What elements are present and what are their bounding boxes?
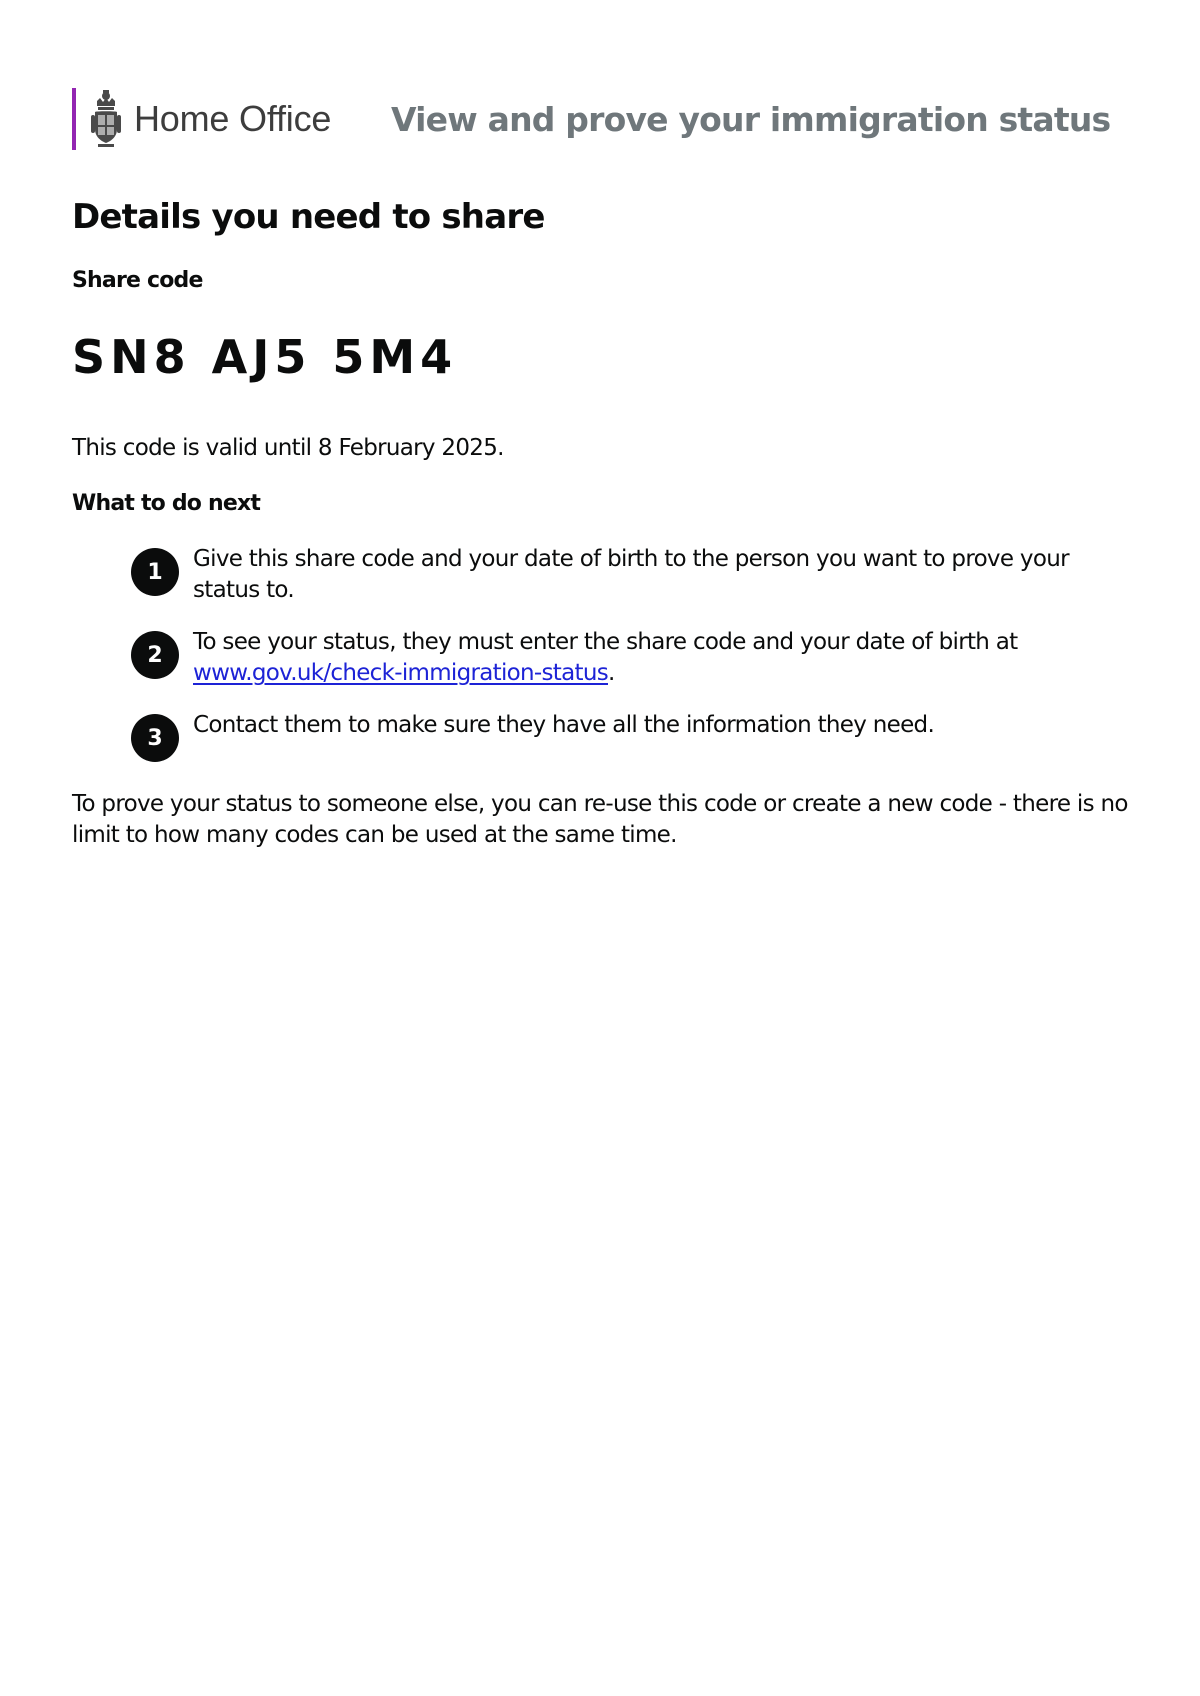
reuse-code-note: To prove your status to someone else, you can re-use this code or create a new code - there is no limit to how many codes can be used at the same time. <box>72 791 1128 848</box>
page-title: Details you need to share <box>72 197 545 237</box>
step-text <box>193 629 1018 686</box>
step-text: Give this share code and your date of birth to the person you want to prove your status to. <box>193 546 1069 603</box>
step-text-before-link: To see your status, they must enter the share code and your date of birth at <box>193 629 1018 655</box>
validity-text: This code is valid until 8 February 2025. <box>72 435 504 461</box>
step-item-2 <box>131 627 1141 689</box>
service-title: View and prove your immigration status <box>391 100 1111 139</box>
step-text: Contact them to make sure they have all the information they need. <box>193 712 935 738</box>
share-code-value: SN8 AJ5 5M4 <box>72 330 458 384</box>
royal-crest-graphic <box>89 89 123 149</box>
step-number-badge: 2 <box>131 631 179 679</box>
step-number-badge: 3 <box>131 714 179 762</box>
home-office-logo <box>72 86 331 152</box>
step-number-badge: 1 <box>131 548 179 596</box>
step-item-3 <box>131 710 1141 751</box>
logo-accent-bar <box>72 88 76 150</box>
royal-crest-icon <box>88 88 124 150</box>
step-text-after-link: . <box>608 660 615 686</box>
share-code-label: Share code <box>72 268 203 293</box>
next-steps-list <box>131 544 1141 762</box>
step-item-1 <box>131 544 1141 606</box>
next-steps-heading: What to do next <box>72 491 261 516</box>
organisation-name: Home Office <box>134 98 332 139</box>
check-immigration-status-link[interactable]: www.gov.uk/check-immigration-status <box>193 660 608 686</box>
